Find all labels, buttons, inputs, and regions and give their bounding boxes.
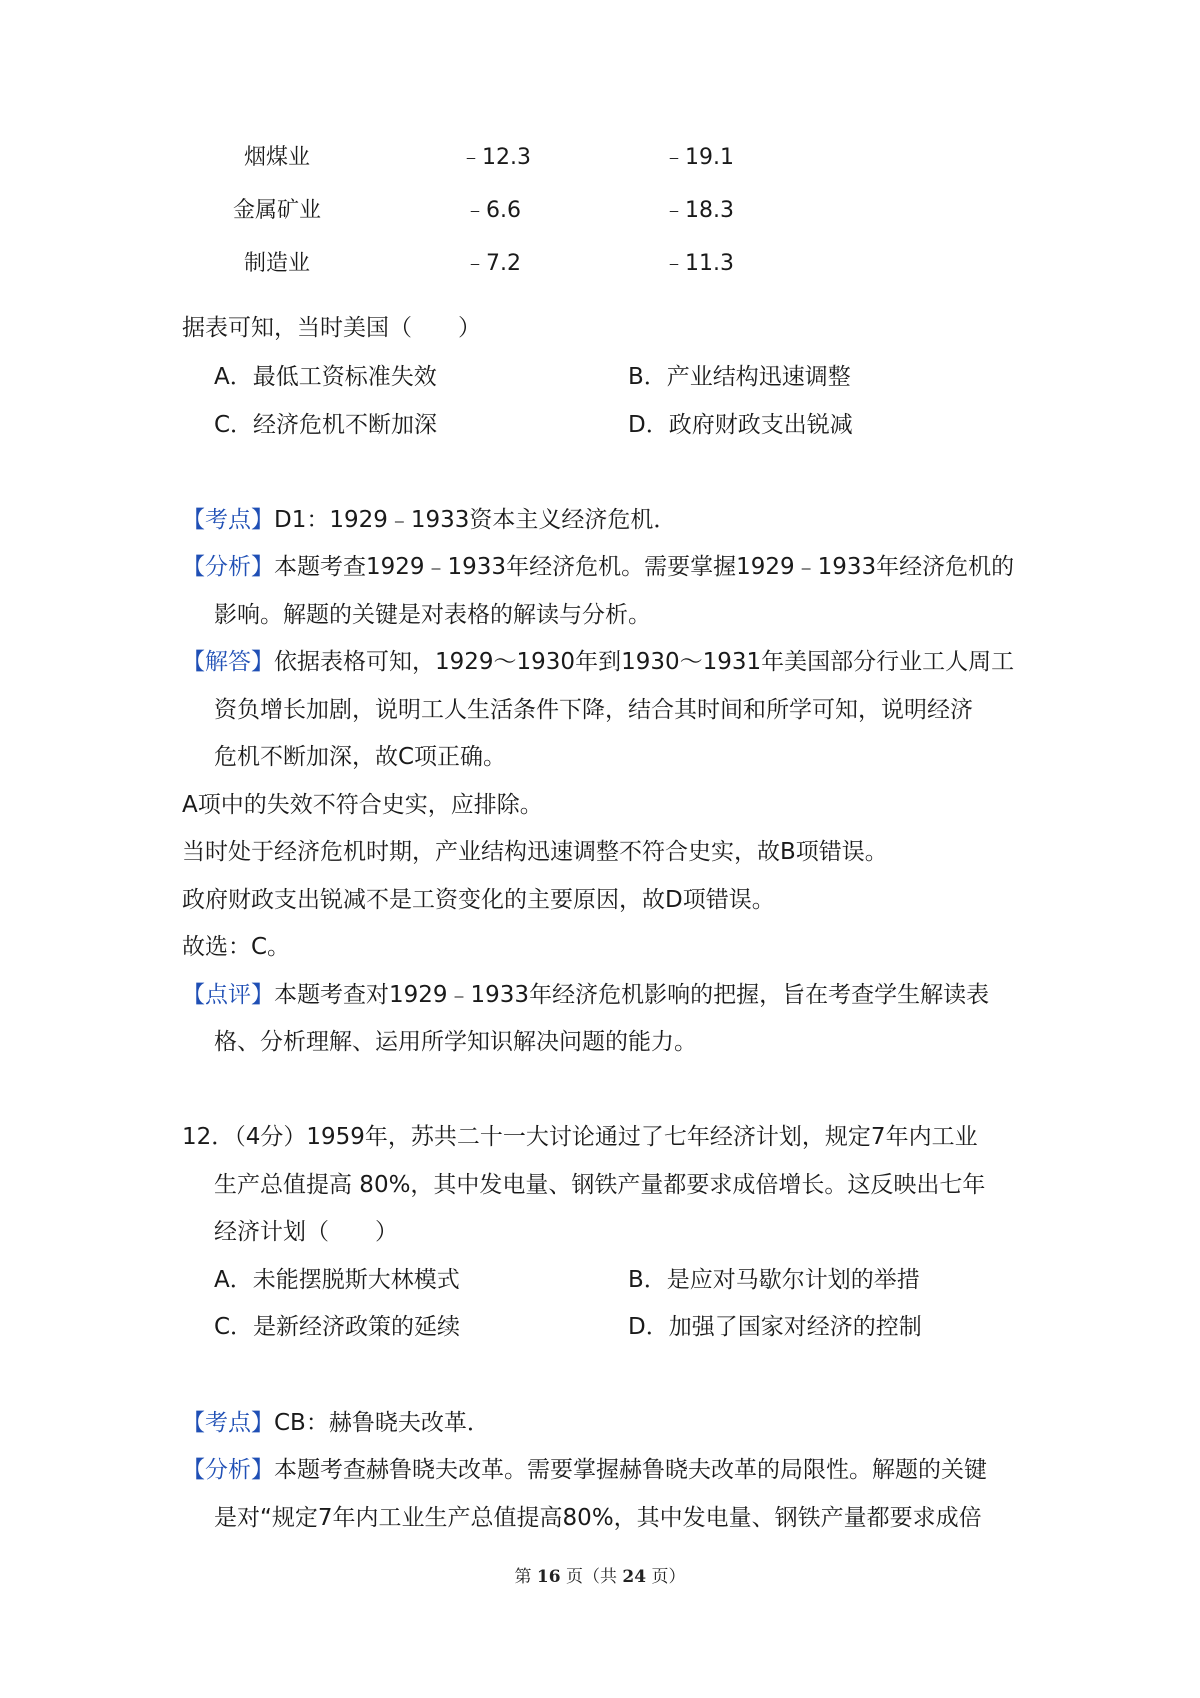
table-cell-industry: 制造业 xyxy=(244,251,311,276)
question-stem: 12．（4分）1959年，苏共二十一大讨论通过了七年经济计划，规定7年内工业 xyxy=(182,1124,978,1150)
jieda-text: 危机不断加深，故C项正确。 xyxy=(214,744,507,770)
option-a: A．最低工资标准失效 xyxy=(214,364,437,390)
footer-middle: 页（共 xyxy=(566,1567,617,1587)
kaodian-text: CB：赫鲁晓夫改革． xyxy=(274,1410,490,1436)
table-cell-industry: 烟煤业 xyxy=(244,145,311,170)
kaodian-line xyxy=(182,505,676,535)
table-cell-value: ﹣7.2 xyxy=(464,251,521,276)
option-d: D．政府财政支出锐减 xyxy=(628,412,853,438)
option-c: C．经济危机不断加深 xyxy=(214,412,438,438)
table-cell-value: ﹣19.1 xyxy=(663,145,734,170)
question-stem: 生产总值提高 80%，其中发电量、钢铁产量都要求成倍增长。这反映出七年 xyxy=(214,1172,986,1198)
jieda-text: 依据表格可知，1929～1930年到1930～1931年美国部分行业工人周工 xyxy=(274,649,1015,675)
kaodian-tag: 【考点】 xyxy=(182,1410,274,1436)
page-footer xyxy=(0,1562,1200,1587)
dianping-text: 格、分析理解、运用所学知识解决问题的能力。 xyxy=(214,1029,697,1055)
table-cell-value: ﹣12.3 xyxy=(460,145,531,170)
kaodian-line xyxy=(182,1408,490,1438)
table-cell-value: ﹣11.3 xyxy=(663,251,734,276)
explanation-line: 政府财政支出锐减不是工资变化的主要原因，故D项错误。 xyxy=(182,887,775,913)
fenxi-tag: 【分析】 xyxy=(182,554,274,580)
footer-suffix: 页） xyxy=(651,1567,686,1587)
fenxi-text: 是对“规定7年内工业生产总值提高80%，其中发电量、钢铁产量都要求成倍 xyxy=(214,1505,982,1531)
table-cell-industry: 金属矿业 xyxy=(233,198,322,223)
fenxi-line xyxy=(182,552,1014,582)
total-page-number: 24 xyxy=(622,1567,647,1587)
dianping-text: 本题考查对1929﹣1933年经济危机影响的把握，旨在考查学生解读表 xyxy=(274,982,990,1008)
option-b: B．产业结构迅速调整 xyxy=(628,364,851,390)
kaodian-text: D1：1929﹣1933资本主义经济危机． xyxy=(274,507,677,533)
table-cell-value: ﹣6.6 xyxy=(464,198,521,223)
fenxi-text: 影响。解题的关键是对表格的解读与分析。 xyxy=(214,602,651,628)
kaodian-tag: 【考点】 xyxy=(182,507,274,533)
option-c: C．是新经济政策的延续 xyxy=(214,1314,461,1340)
footer-prefix: 第 xyxy=(514,1567,532,1587)
fenxi-line xyxy=(182,1455,987,1485)
option-d: D．加强了国家对经济的控制 xyxy=(628,1314,922,1340)
fenxi-tag: 【分析】 xyxy=(182,1457,274,1483)
dianping-tag: 【点评】 xyxy=(182,982,274,1008)
table-cell-value: ﹣18.3 xyxy=(663,198,734,223)
jieda-tag: 【解答】 xyxy=(182,649,274,675)
question-stem: 据表可知，当时美国（ ） xyxy=(182,315,481,341)
fenxi-text: 本题考查赫鲁晓夫改革。需要掌握赫鲁晓夫改革的局限性。解题的关键 xyxy=(274,1457,987,1483)
fenxi-text: 本题考查1929﹣1933年经济危机。需要掌握1929﹣1933年经济危机的 xyxy=(274,554,1015,580)
option-b: B．是应对马歇尔计划的举措 xyxy=(628,1267,920,1293)
question-stem: 经济计划（ ） xyxy=(214,1219,398,1245)
dianping-line xyxy=(182,980,989,1010)
jieda-line xyxy=(182,647,1014,677)
explanation-line: A项中的失效不符合史实，应排除。 xyxy=(182,792,543,818)
option-a: A．未能摆脱斯大林模式 xyxy=(214,1267,460,1293)
current-page-number: 16 xyxy=(536,1567,561,1587)
answer-line: 故选：C。 xyxy=(182,934,291,960)
jieda-text: 资负增长加剧，说明工人生活条件下降，结合其时间和所学可知，说明经济 xyxy=(214,697,973,723)
explanation-line: 当时处于经济危机时期，产业结构迅速调整不符合史实，故B项错误。 xyxy=(182,839,888,865)
